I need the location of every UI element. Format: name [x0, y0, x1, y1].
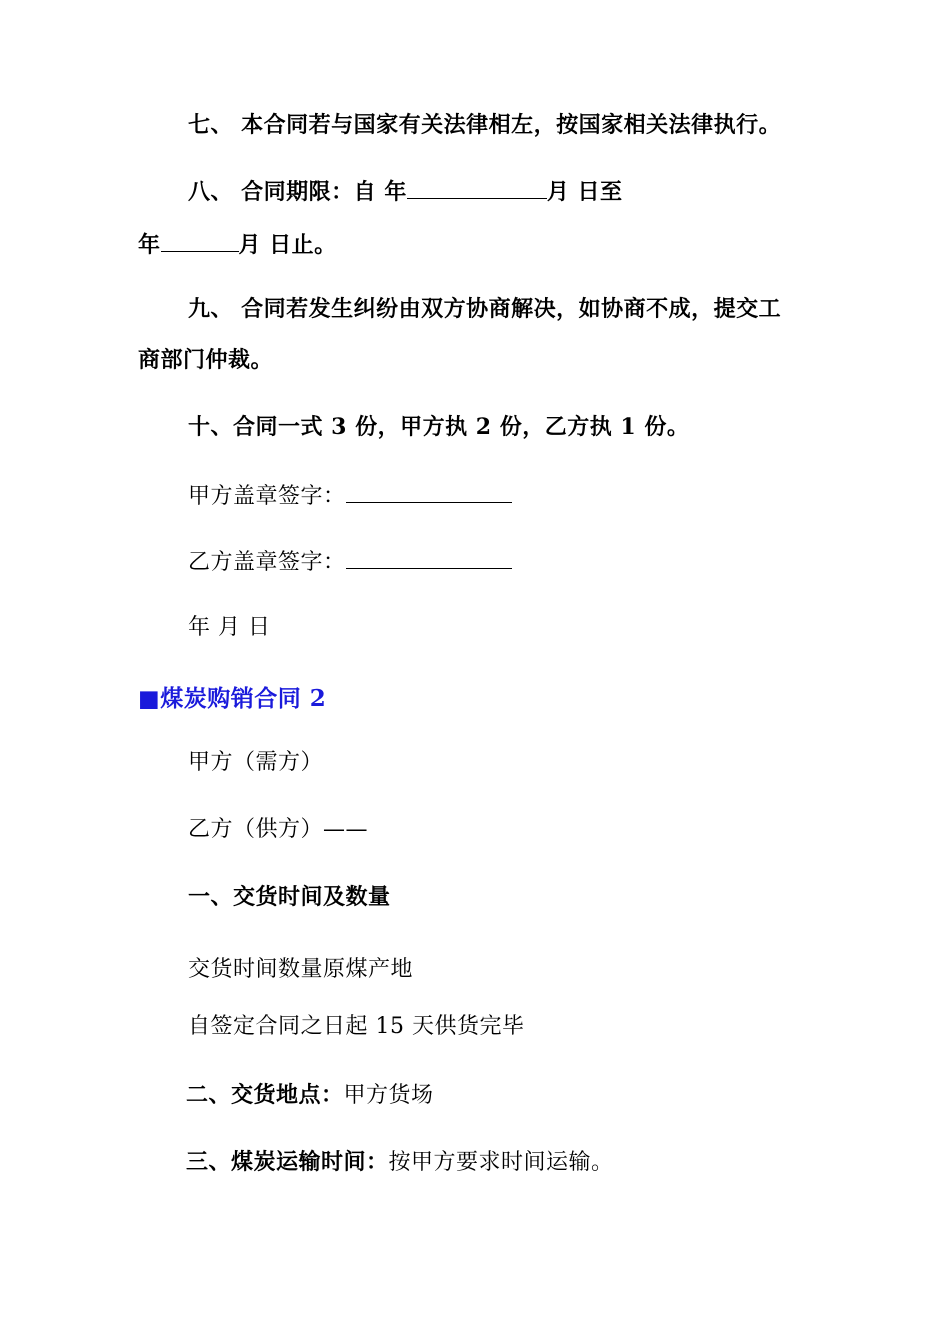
clause-8-line2-end: 月 日止。 [238, 232, 337, 258]
signature-b-label: 乙方盖章签字： [188, 550, 346, 575]
clause-8-prefix: 八、 合同期限：自 年 [188, 179, 407, 205]
clause-8-line1 [188, 176, 623, 207]
blank-year-start [407, 176, 547, 199]
item3-value: 按甲方要求时间运输。 [388, 1150, 614, 1175]
party-a: 甲方（需方） [188, 750, 324, 775]
contract2-title: ■煤炭购销合同 2 [138, 685, 327, 712]
clause-8-middle: 月 日至 [546, 179, 623, 205]
item3-row [186, 1147, 614, 1178]
party-b: 乙方（供方）—— [188, 817, 369, 842]
clause-8-line2-start: 年 [138, 232, 161, 258]
clause-10: 十、合同一式 3 份，甲方执 2 份，乙方执 1 份。 [188, 414, 690, 440]
blank-year-end [161, 229, 239, 252]
item2-row [186, 1080, 434, 1111]
item2-value: 甲方货场 [343, 1083, 434, 1108]
signature-a-blank [346, 480, 512, 503]
signature-b-row [188, 546, 512, 578]
clause-8-line2 [138, 229, 337, 260]
item1-heading: 一、交货时间及数量 [188, 884, 391, 910]
signature-a-row [188, 480, 512, 512]
item1-line2: 自签定合同之日起 15 天供货完毕 [188, 1014, 525, 1039]
signature-a-label: 甲方盖章签字： [188, 484, 346, 509]
clause-7: 七、 本合同若与国家有关法律相左，按国家相关法律执行。 [188, 112, 782, 138]
item1-line1: 交货时间数量原煤产地 [188, 957, 414, 982]
clause-9-line1: 九、 合同若发生纠纷由双方协商解决，如协商不成，提交工 [188, 296, 782, 322]
clause-9-line2: 商部门仲裁。 [138, 347, 274, 373]
item3-label: 三、煤炭运输时间： [186, 1149, 389, 1175]
item2-label: 二、交货地点： [186, 1082, 344, 1108]
signature-b-blank [346, 546, 512, 569]
date-line: 年 月 日 [188, 615, 271, 640]
